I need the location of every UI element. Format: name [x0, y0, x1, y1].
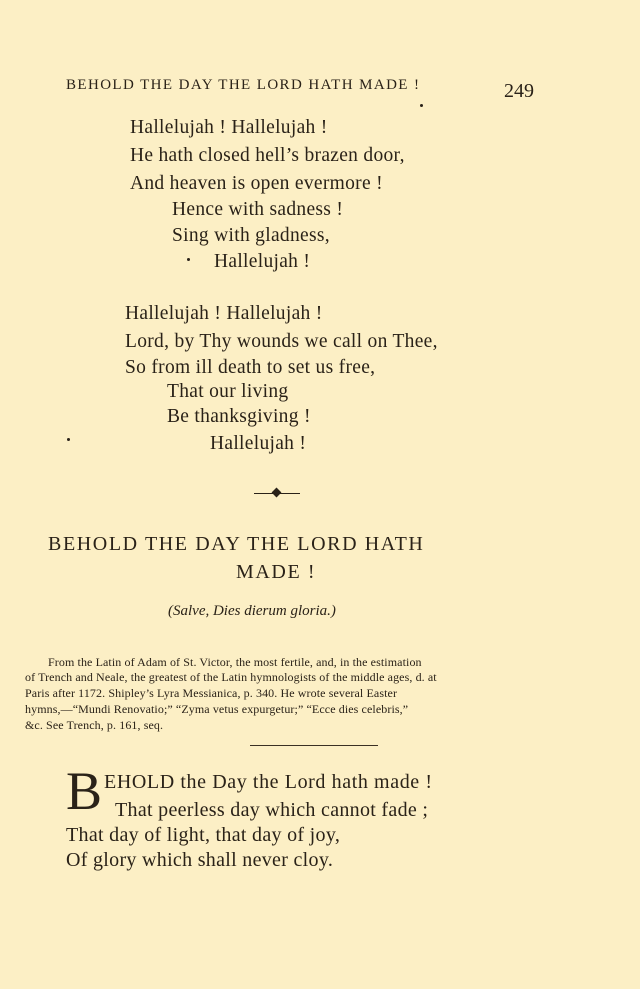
verse-line: And heaven is open evermore ! [130, 173, 383, 194]
verse-line: That day of light, that day of joy, [66, 824, 341, 846]
note-line: hymns,—“Mundi Renovatio;” “Zyma vetus expurgetur;” “Ecce dies celebris,” [25, 702, 409, 716]
hymn-title-line-2: MADE ! [236, 561, 317, 583]
verse-line: That our living [167, 381, 289, 402]
printing-speck [420, 104, 423, 107]
printing-speck [187, 258, 190, 261]
verse-line: He hath closed hell’s brazen door, [130, 145, 405, 166]
note-line: From the Latin of Adam of St. Victor, the most fertile, and, in the estimation [48, 655, 422, 669]
note-line: of Trench and Neale, the greatest of the Latin hymnologists of the middle ages, d. at [25, 670, 437, 684]
verse-line: Hence with sadness ! [172, 199, 344, 220]
page-number: 249 [504, 80, 534, 102]
running-header-title: BEHOLD THE DAY THE LORD HATH MADE ! [66, 77, 421, 93]
note-line: Paris after 1172. Shipley’s Lyra Messianica, p. 340. He wrote several Easter [25, 686, 398, 700]
latin-subtitle: (Salve, Dies dierum gloria.) [168, 603, 336, 619]
note-divider [250, 745, 378, 746]
verse-line: Hallelujah ! Hallelujah ! [125, 303, 323, 324]
verse-line: Sing with gladness, [172, 225, 330, 246]
verse-line: Be thanksgiving ! [167, 406, 311, 427]
ornament-diamond [272, 488, 282, 498]
verse-line: EHOLD the Day the Lord hath made ! [104, 771, 433, 793]
verse-line: Hallelujah ! Hallelujah ! [130, 117, 328, 138]
note-line: &c. See Trench, p. 161, seq. [25, 718, 164, 732]
verse-line: Hallelujah ! [214, 251, 311, 272]
hymn-title-line-1: BEHOLD THE DAY THE LORD HATH [48, 533, 425, 555]
drop-cap: B [66, 761, 103, 821]
verse-line: Lord, by Thy wounds we call on Thee, [125, 331, 438, 352]
verse-line: Hallelujah ! [210, 433, 307, 454]
printing-speck [67, 438, 70, 441]
verse-line: That peerless day which cannot fade ; [115, 799, 429, 821]
verse-line: Of glory which shall never cloy. [66, 849, 334, 871]
verse-line: So from ill death to set us free, [125, 357, 376, 378]
